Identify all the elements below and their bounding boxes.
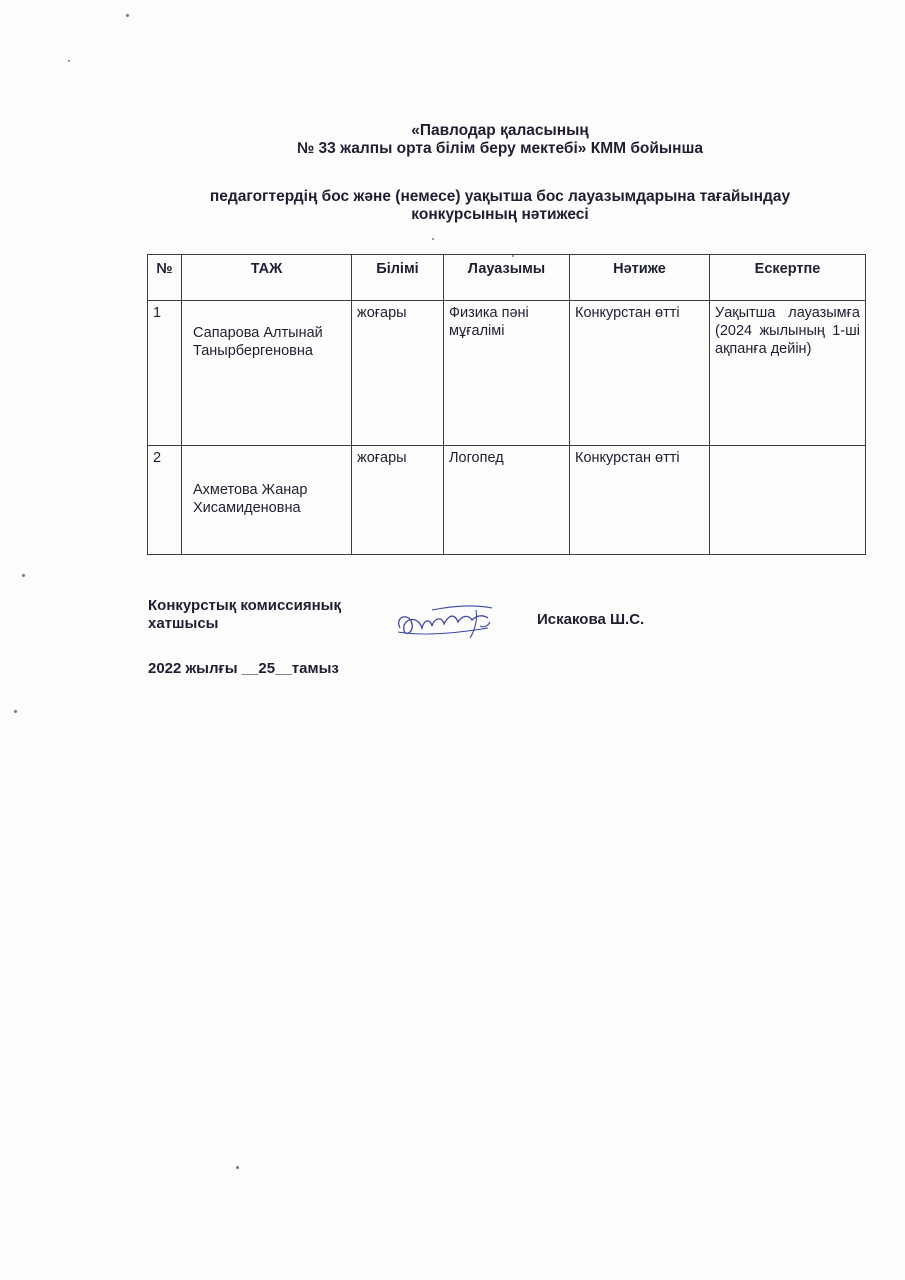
position-cell: Физика пәні мұғалімі bbox=[444, 301, 570, 446]
full-name: Сапарова Алтынай Танырбергеновна bbox=[193, 325, 323, 359]
document-heading bbox=[130, 122, 870, 158]
full-name-cell bbox=[182, 301, 352, 446]
table-row bbox=[148, 301, 866, 446]
note-cell: Уақытша лауазымға (2024 жылының 1-ші ақпанға дейін) bbox=[710, 301, 866, 446]
scan-speck bbox=[126, 14, 129, 17]
position-cell: Логопед bbox=[444, 446, 570, 555]
result-cell: Конкурстан өтті bbox=[570, 301, 710, 446]
education-cell: жоғары bbox=[352, 301, 444, 446]
results-table bbox=[147, 254, 866, 555]
handwritten-signature bbox=[392, 598, 502, 648]
column-header: Ескертпе bbox=[710, 255, 866, 301]
scan-speck bbox=[22, 574, 25, 577]
scan-speck bbox=[512, 255, 514, 257]
column-header: ТАЖ bbox=[182, 255, 352, 301]
heading-line-2: № 33 жалпы орта білім беру мектебі» КММ бойынша bbox=[296, 140, 704, 157]
table-row bbox=[148, 446, 866, 555]
scan-speck bbox=[14, 710, 17, 713]
column-header: Білімі bbox=[352, 255, 444, 301]
document-date: 2022 жылғы __25__тамыз bbox=[148, 660, 339, 677]
result-cell: Конкурстан өтті bbox=[570, 446, 710, 555]
commission-line-2: хатшысы bbox=[148, 615, 219, 632]
column-header: Нәтиже bbox=[570, 255, 710, 301]
full-name-cell bbox=[182, 446, 352, 555]
education-cell: жоғары bbox=[352, 446, 444, 555]
note-cell bbox=[710, 446, 866, 555]
scan-speck bbox=[236, 1166, 239, 1169]
commission-line-1: Конкурстық комиссиянық bbox=[148, 597, 341, 614]
column-header: № bbox=[148, 255, 182, 301]
full-name: Ахметова Жанар Хисамиденовна bbox=[193, 482, 308, 516]
table-header-row bbox=[148, 255, 866, 301]
row-number: 1 bbox=[148, 301, 182, 446]
document-subheading bbox=[130, 188, 870, 224]
scan-speck bbox=[432, 238, 434, 240]
heading-line-4: конкурсының нәтижесі bbox=[411, 206, 589, 223]
column-header: Лауазымы bbox=[444, 255, 570, 301]
scan-speck bbox=[68, 60, 70, 62]
row-number: 2 bbox=[148, 446, 182, 555]
secretary-name: Искакова Ш.С. bbox=[537, 611, 645, 628]
commission-label bbox=[148, 597, 341, 633]
heading-line-1: «Павлодар қаласының bbox=[411, 122, 589, 139]
heading-line-3: педагогтердің бос және (немесе) уақытша бос лауазымдарына тағайындау bbox=[209, 188, 791, 205]
